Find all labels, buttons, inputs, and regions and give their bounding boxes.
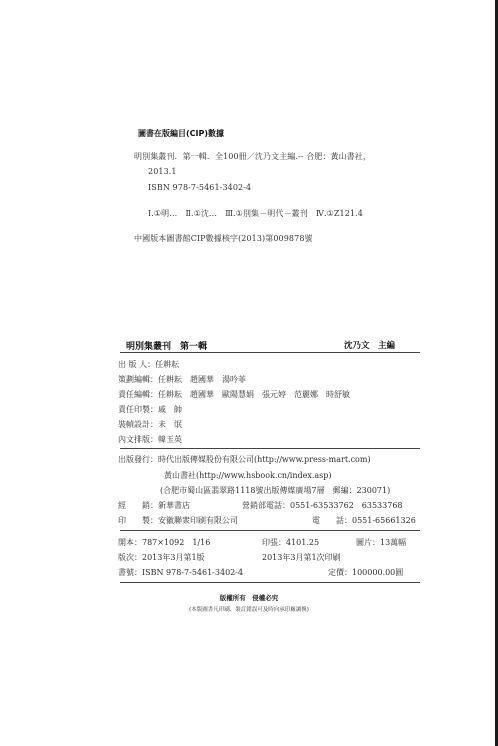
book-author: 沈乃文 主編	[344, 341, 396, 351]
publisher-address: (合肥市蜀山區翡翠路1118號出版傳媒廣場7層 郵編：230071)	[160, 486, 391, 495]
spec-sheets: 印張：4101.25	[262, 538, 320, 547]
cip-classification: Ⅰ.①明… Ⅱ.①沈… Ⅲ.①別集－明代－叢刊 Ⅳ.①Z121.4	[148, 209, 363, 218]
cip-title: 圖書在版編目(CIP)數據	[138, 129, 225, 138]
publisher-line-2: 黃山書社(http://www.hsbook.cn/index.asp)	[164, 471, 332, 480]
divider-top	[120, 352, 420, 353]
staff-typesetting: 內文排版：韓玉英	[118, 435, 182, 444]
spec-printing: 2013年3月第1次印刷	[262, 553, 341, 562]
cip-line-1: 明別集叢刊．第一輯．全100冊／沈乃文主編.-- 合肥：黃山書社，	[134, 152, 372, 161]
cip-line-2: 2013.1	[148, 167, 177, 176]
divider-publisher	[120, 530, 420, 531]
staff-publisher: 出 版 人：任耕耘	[118, 360, 180, 369]
spec-isbn: 書號：ISBN 978-7-5461-3402-4	[118, 568, 244, 577]
printer: 印 製：安徽聯衆印刷有限公司	[118, 516, 238, 525]
publisher-line-1: 出版發行：時代出版傳媒股份有限公司(http://www.press-mart.com)	[118, 455, 371, 464]
staff-designer: 裝幀設計：未 氓	[118, 420, 182, 429]
distributor: 經 銷：新華書店	[118, 501, 190, 510]
staff-print-supervisor: 責任印製：戚 帥	[118, 405, 182, 414]
divider-staff	[120, 448, 420, 449]
cip-isbn: ISBN 978-7-5461-3402-4	[148, 183, 252, 192]
divider-bottom	[120, 582, 420, 583]
staff-planning-editor: 策劃編輯：任耕耘 趙國華 湯吟菲	[118, 375, 246, 384]
rights-notice: 版權所有 侵權必究	[219, 594, 279, 602]
staff-responsible-editor: 責任編輯：任耕耘 趙國華 歐陽慧娟 張元婷 范麗娜 時舒敏	[118, 390, 350, 399]
spec-format: 開本：787×1092 1/16	[118, 538, 211, 547]
spec-price: 定價：100000.00圓	[328, 568, 404, 577]
book-title: 明別集叢刊 第一輯	[126, 342, 208, 352]
distributor-phone: 營銷部電話：0551-63533762 63533768	[242, 501, 403, 510]
cip-record: 中國版本圖書館CIP數據核字(2013)第009878號	[134, 234, 313, 243]
spec-edition: 版次：2013年3月第1版	[118, 553, 205, 562]
spec-images: 圖片：13萬幅	[356, 538, 407, 547]
replacement-note: (本版圖書凡印刷、裝訂錯誤可及時向承印廠調換)	[189, 607, 309, 613]
printer-phone: 電 話：0551-65661326	[312, 516, 416, 525]
